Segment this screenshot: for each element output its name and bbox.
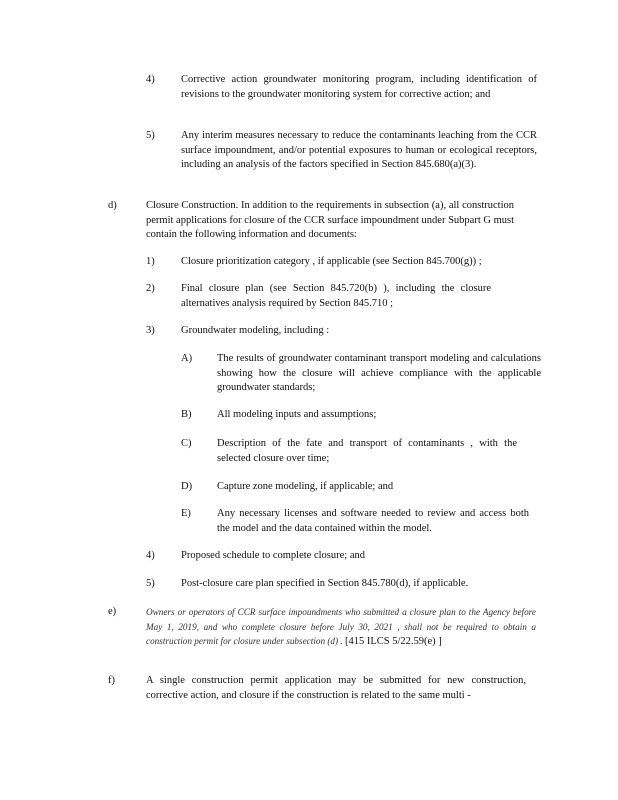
item-label: B) bbox=[181, 409, 192, 420]
item-text: Any interim measures necessary to reduce the contaminants leaching from the CCR surface impoundment, and/or potential exposures to human or ecological receptors, including an analysis of the factors specified in Section 845.680(a)(3). bbox=[181, 130, 537, 170]
item-text: Description of the fate and transport of contaminants , with the selected closure over time; bbox=[217, 438, 517, 464]
item-text bbox=[146, 605, 536, 650]
item-text: Capture zone modeling, if applicable; and bbox=[217, 481, 394, 492]
item-text: Post-closure care plan specified in Section 845.780(d), if applicable. bbox=[181, 578, 469, 589]
item-text: Any necessary licenses and software needed to review and access both the model and the data contained within the model. bbox=[217, 508, 529, 534]
item-label: 4) bbox=[146, 74, 155, 85]
item-text: All modeling inputs and assumptions; bbox=[217, 409, 377, 420]
item-label: 2) bbox=[146, 283, 155, 294]
item-label: e) bbox=[108, 606, 117, 617]
item-text: Final closure plan (see Section 845.720(b) ), including the closure alternatives analysis required by Section 845.710 ; bbox=[181, 283, 491, 309]
item-label: d) bbox=[108, 200, 117, 211]
item-label: f) bbox=[108, 675, 115, 686]
item-text: Proposed schedule to complete closure; and bbox=[181, 550, 365, 561]
item-label: 3) bbox=[146, 325, 155, 336]
item-text: Groundwater modeling, including : bbox=[181, 325, 330, 336]
item-label: 5) bbox=[146, 130, 155, 141]
item-label: C) bbox=[181, 438, 192, 449]
item-text: A single construction permit application may be submitted for new construction, corrective action, and closure if the construction is related to the same multi - bbox=[146, 675, 526, 701]
item-label: 1) bbox=[146, 256, 155, 267]
item-text: Closure prioritization category , if applicable (see Section 845.700(g)) ; bbox=[181, 256, 482, 267]
item-label: 4) bbox=[146, 550, 155, 561]
item-label: A) bbox=[181, 353, 193, 364]
item-label: 5) bbox=[146, 578, 155, 589]
statute-citation: [415 ILCS 5/22.59(e) ] bbox=[344, 636, 442, 647]
item-text: Closure Construction. In addition to the requirements in subsection (a), all construction permit applications for closure of the CCR surface impoundment under Subpart G must contain the following information and documents: bbox=[146, 200, 515, 240]
item-label: E) bbox=[181, 508, 191, 519]
item-text: The results of groundwater contaminant transport modeling and calculations showing how the closure will achieve compliance with the applicable groundwater standards; bbox=[217, 353, 541, 393]
item-text: Corrective action groundwater monitoring program, including identification of revisions to the groundwater monitoring system for corrective action; and bbox=[181, 74, 537, 100]
item-label: D) bbox=[181, 481, 193, 492]
item-text-italic: Owners or operators of CCR surface impoundments who submitted a closure plan to the Agency before May 1, 2019, and who complete closure before July 30, 2021 , shall not be required to obtain a construction permit for closure under subsection (d) . bbox=[146, 607, 536, 646]
